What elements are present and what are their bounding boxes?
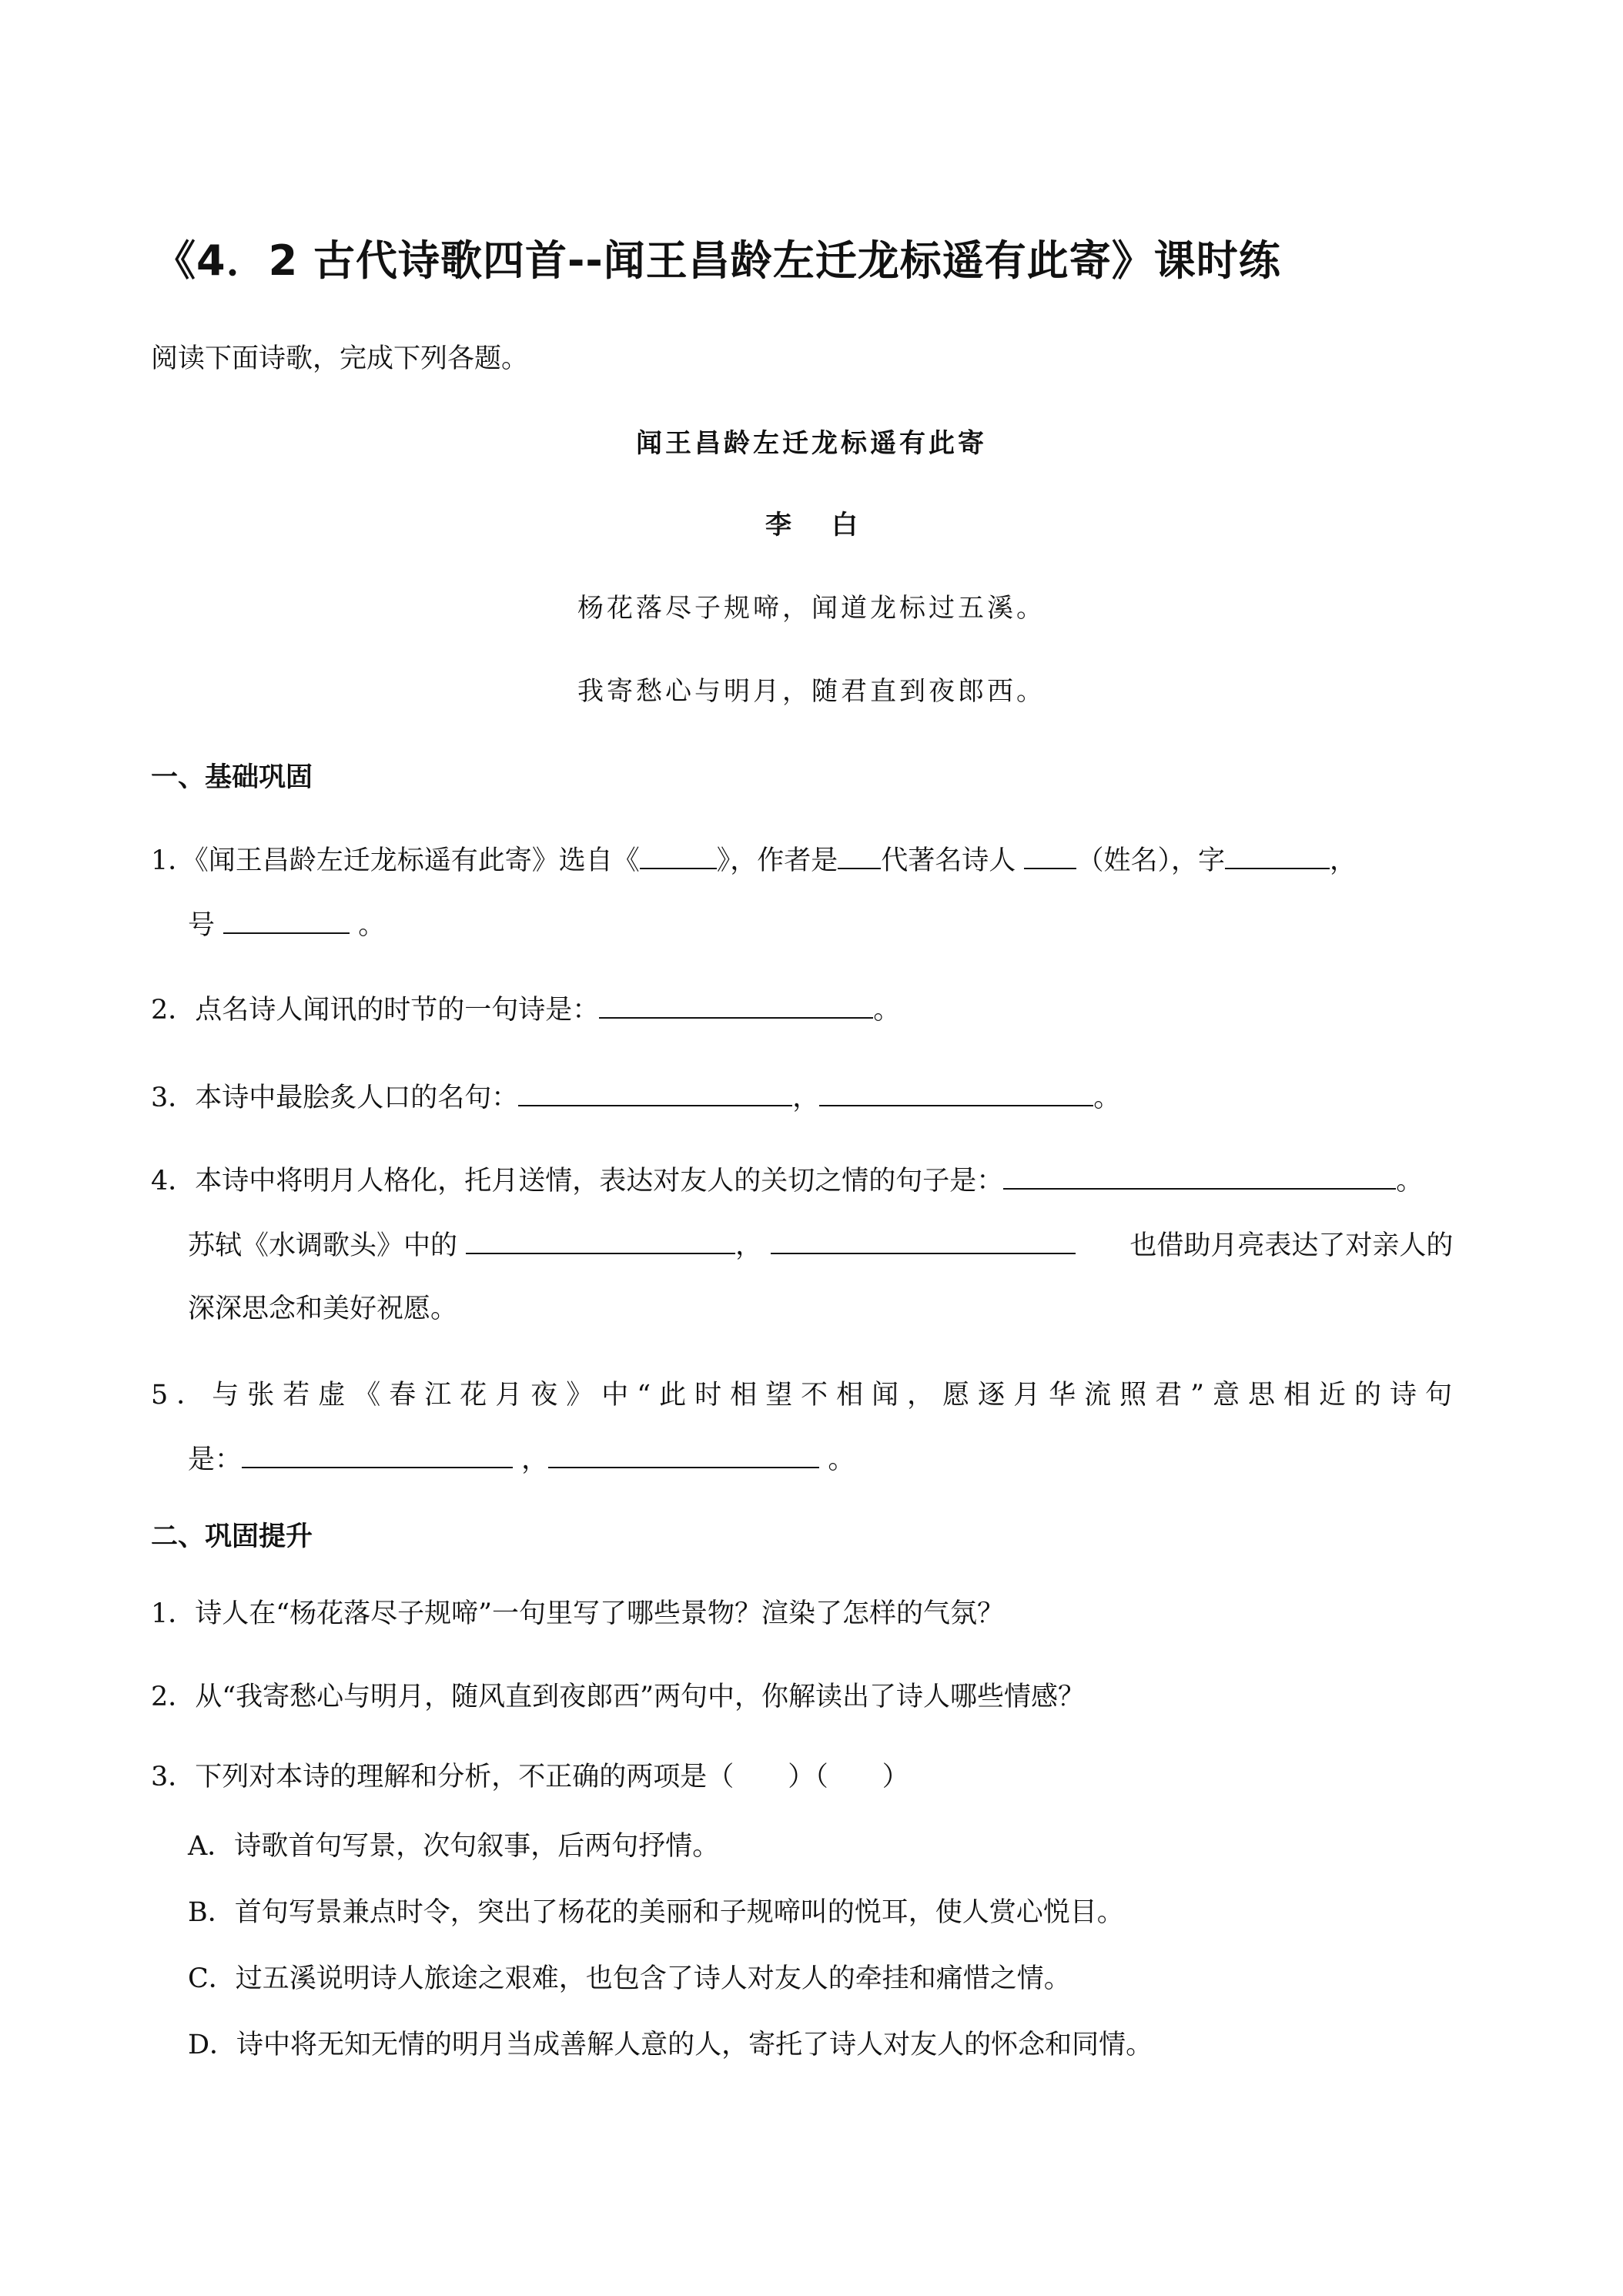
s1-question-5-line-2: 是： ， 。: [188, 1444, 855, 1475]
author-given-name: 白: [832, 510, 858, 541]
s1-question-5-line-1: 5．与张若虚《春江花月夜》中“此时相望不相闻，愿逐月华流照君”意思相近的诗句: [151, 1380, 1461, 1411]
s2-question-3-stem: 3．下列对本诗的理解和分析，不正确的两项是（ ）（ ）: [151, 1762, 909, 1792]
answer-blank[interactable]: [1024, 845, 1076, 869]
document-title: 《4．2 古代诗歌四首--闻王昌龄左迁龙标遥有此寄》课时练: [154, 236, 1281, 285]
s2-question-3-option-b: B．首句写景兼点时令，突出了杨花的美丽和子规啼叫的悦耳，使人赏心悦目。: [188, 1897, 1124, 1928]
s2-question-1: 1．诗人在“杨花落尽子规啼”一句里写了哪些景物？渲染了怎样的气氛？: [151, 1598, 1005, 1629]
s1-question-1-line-2: 号 。: [188, 910, 386, 941]
section-2-heading: 二、巩固提升: [151, 1521, 313, 1552]
s2-question-3-option-d: D．诗中将无知无情的明月当成善解人意的人，寄托了诗人对友人的怀念和同情。: [188, 2030, 1153, 2060]
s1-question-4-line-1: 4．本诗中将明月人格化，托月送情，表达对友人的关切之情的句子是： 。: [151, 1166, 1424, 1197]
poem-title: 闻王昌龄左迁龙标遥有此寄: [636, 428, 987, 459]
answer-blank[interactable]: [466, 1230, 735, 1254]
answer-blank[interactable]: [518, 1082, 792, 1106]
s2-question-3-option-a: A．诗歌首句写景，次句叙事，后两句抒情。: [188, 1831, 720, 1862]
answer-blank[interactable]: [548, 1444, 819, 1468]
s1-question-4-line-2: 苏轼《水调歌头》中的 ， 也借助月亮表达了对亲人的: [188, 1230, 1454, 1261]
answer-blank[interactable]: [242, 1444, 513, 1468]
s1-question-3: 3．本诗中最脍炙人口的名句： ， 。: [151, 1083, 1121, 1113]
answer-blank[interactable]: [599, 994, 873, 1019]
section-1-heading: 一、基础巩固: [151, 762, 313, 793]
answer-blank[interactable]: [223, 909, 350, 934]
instruction-text: 阅读下面诗歌，完成下列各题。: [151, 343, 529, 374]
answer-blank[interactable]: [838, 845, 881, 869]
s1-question-1-line-1: 1．《闻王昌龄左迁龙标遥有此寄》选自《 》，作者是 代著名诗人 （姓名），字 ，: [151, 845, 1357, 876]
author-surname: 李: [765, 510, 791, 541]
s1-question-2: 2．点名诗人闻讯的时节的一句诗是： 。: [151, 995, 901, 1026]
s2-question-3-option-c: C．过五溪说明诗人旅途之艰难，也包含了诗人对友人的牵挂和痛惜之情。: [188, 1963, 1071, 1994]
answer-blank[interactable]: [640, 845, 717, 869]
s1-question-4-line-3: 深深思念和美好祝愿。: [188, 1294, 458, 1324]
poem-line-1: 杨花落尽子规啼，闻道龙标过五溪。: [577, 593, 1046, 624]
poem-line-2: 我寄愁心与明月，随君直到夜郎西。: [577, 676, 1046, 707]
answer-blank[interactable]: [819, 1082, 1093, 1106]
poem-author: [0, 504, 1623, 541]
answer-blank[interactable]: [1003, 1165, 1396, 1190]
answer-blank[interactable]: [771, 1230, 1076, 1254]
answer-blank[interactable]: [1225, 845, 1330, 869]
s2-question-2: 2．从“我寄愁心与明月，随风直到夜郎西”两句中，你解读出了诗人哪些情感？: [151, 1682, 1086, 1712]
